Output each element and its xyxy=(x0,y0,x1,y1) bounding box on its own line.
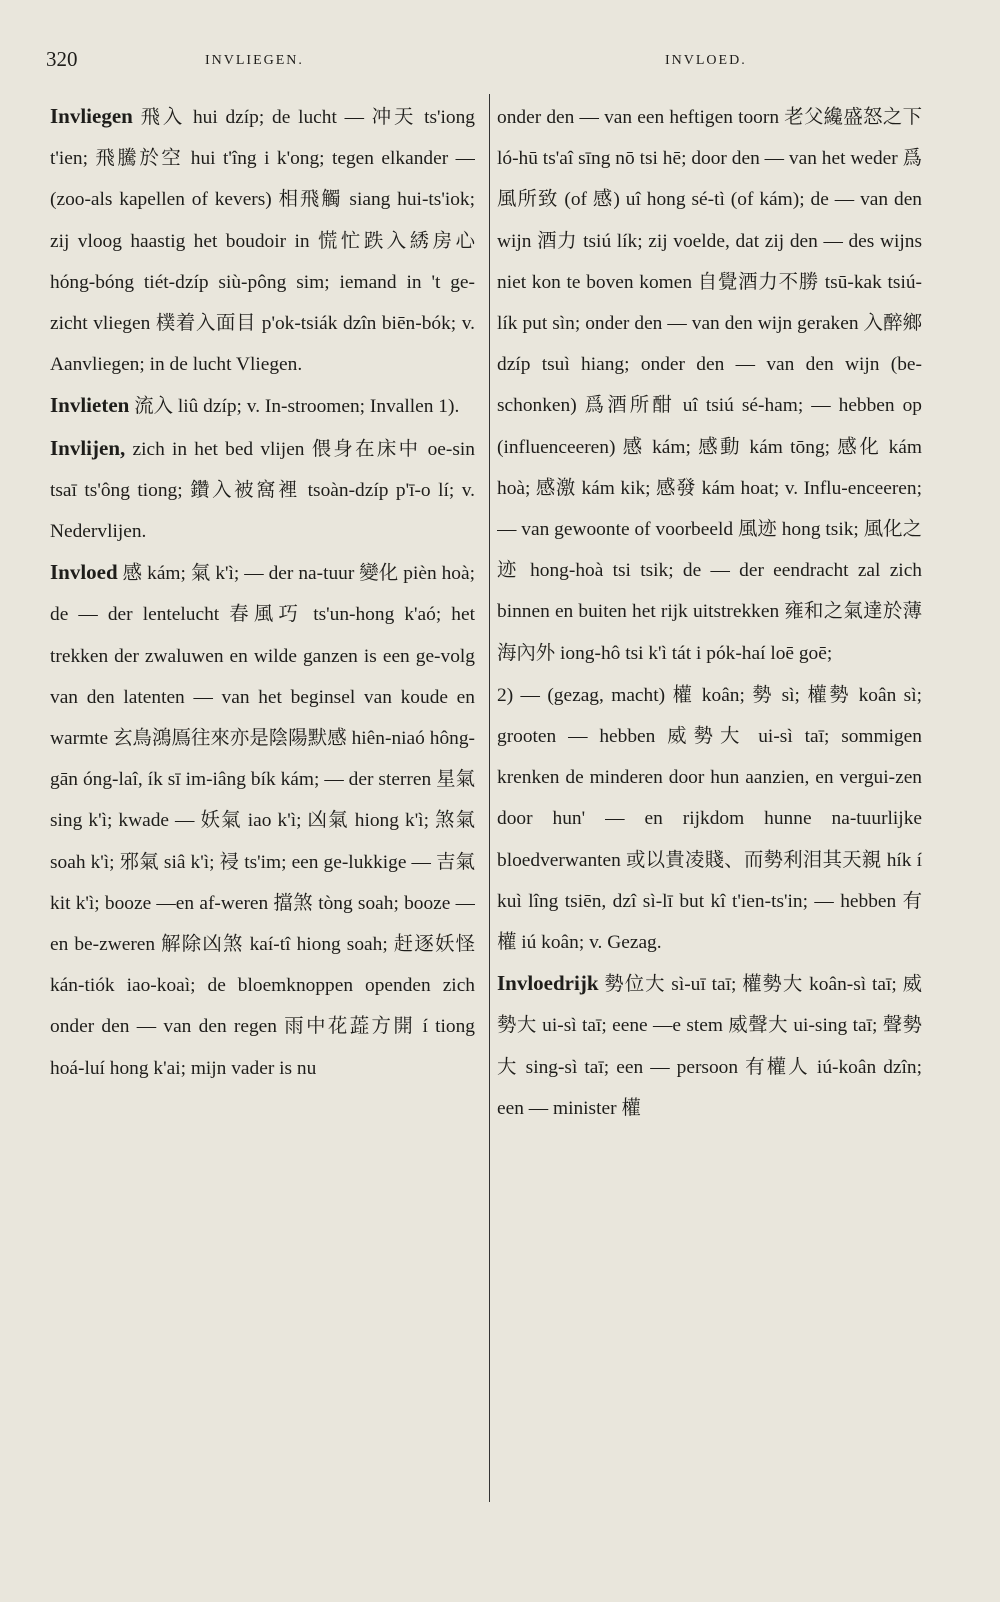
entry-text: 2) — (gezag, macht) 權 koân; 勢 sì; 權勢 koân sì; grooten — hebben 威勢大 ui-sì taī; sommigen krenken de minderen door hun aanzien, en vergui-zen door hun' — en rijkdom hunne na-tuurlijke bloedverwanten 或以貴凌賤、而勢利泪其天親 hík í kuì lîng tsiēn, dzî sì-lī but kî t'ien-ts'in; — hebben 有權 iú koân; v. Gezag. xyxy=(497,684,922,954)
entry-text: zich in het bed vlijen 偎身在床中 oe-sin tsaī ts'ông tiong; 鑽入被窩裡 tsoàn-dzíp p'ī-o lí; v. Nedervlijen. xyxy=(50,438,475,543)
entry-invloed xyxy=(50,552,475,1089)
left-column xyxy=(50,96,475,1516)
entry-text: 勢位大 sì-uī taī; 權勢大 koân-sì taī; 威勢大 ui-sì taī; eene —e stem 威聲大 ui-sing taī; 聲勢大 sing-sì taī; een — persoon 有權人 iú-koân dzîn; een — minister 權 xyxy=(497,974,922,1119)
entry-text: 感 kám; 氣 k'ì; — der na-tuur 變化 pièn hoà; de — der lentelucht 春風巧 ts'un-hong k'aó; het trekken der zwaluwen en wilde ganzen is een ge-volg van den latenten — van het beginsel van koude en warmte 玄鳥鴻鳫往來亦是陰陽默感 hiên-niaó hông-gān óng-laî, ík sī im-iâng bík kám; — der sterren 星氣 sing k'ì; kwade — 妖氣 iao k'ì; 凶氣 hiong k'ì; 煞氣 soah k'ì; 邪氣 siâ k'ì; 祲 ts'im; een ge-lukkige — 吉氣 kit k'ì; booze —en af-weren 擋煞 tòng soah; booze —en be-zweren 解除凶煞 kaí-tî hiong soah; 赶逐妖怪 kán-tiók iao-koaì; de bloemknoppen openden zich onder den — van den regen 雨中花蕋方開 í tiong hoá-luí hong k'ai; mijn vader is nu xyxy=(50,563,475,1079)
headword: Invlieten xyxy=(50,393,130,418)
page-number: 320 xyxy=(46,47,78,71)
right-column xyxy=(497,96,922,1516)
headword: Invlijen, xyxy=(50,435,126,460)
entry-text: onder den — van een heftigen toorn 老父纔盛怒之下 ló-hū ts'aî sīng nō tsi hē; door den — van het weder 爲風所致 (of 感) uî hong sé-tì (of kám); de — van den wijn 酒力 tsiú lík; zij voelde, dat zij den — des wijns niet kon te boven komen 自覺酒力不勝 tsū-kak tsiú-lík put sìn; onder den — van den wijn geraken 入醉鄉 dzíp tsuì hiang; onder den — van den wijn (be-schonken) 爲酒所酣 uî tsiú sé-ham; — hebben op (influenceeren) 感 kám; 感動 kám tōng; 感化 kám hoà; 感激 kám kik; 感發 kám hoat; v. Influ-enceeren; — van gewoonte of voorbeeld 風迹 hong tsik; 風化之迹 hong-hoà tsi tsik; de — der eendracht zal zich binnen en buiten het rijk uitstrekken 雍和之氣達於薄海內外 iong-hô tsi k'ì tát i pók-haí loē goē; xyxy=(497,107,922,664)
left-running-head: INVLIEGEN. xyxy=(205,53,304,68)
entry-text: 飛入 hui dzíp; de lucht — 冲天 ts'iong t'ien; 飛騰於空 hui t'îng i k'ong; tegen elkander — (zoo-als kapellen of kevers) 相飛觸 siang hui-ts'iok; zij vloog haastig het boudoir in 慌忙跌入綉房心 hóng-bóng tiét-dzíp siù-pông sim; iemand in 't ge-zicht vliegen 樸着入面目 p'ok-tsiák dzîn biēn-bók; v. Aanvliegen; in de lucht Vliegen. xyxy=(50,107,475,376)
entry-invlijen xyxy=(50,428,475,553)
column-divider xyxy=(489,94,490,1502)
headword: Invliegen xyxy=(50,104,133,128)
headword: Invloedrijk xyxy=(497,971,599,996)
headword: Invloed xyxy=(50,560,118,585)
entry-invliegen xyxy=(50,96,475,385)
running-header xyxy=(0,42,1000,78)
entry-invloed-continued xyxy=(497,96,922,674)
entry-invloedrijk xyxy=(497,963,922,1129)
entry-invloed-sense-2 xyxy=(497,674,922,963)
entry-text: 流入 liû dzíp; v. In-stroomen; Invallen 1). xyxy=(134,396,460,418)
entry-invlieten xyxy=(50,385,475,427)
right-running-head: INVLOED. xyxy=(665,53,747,68)
